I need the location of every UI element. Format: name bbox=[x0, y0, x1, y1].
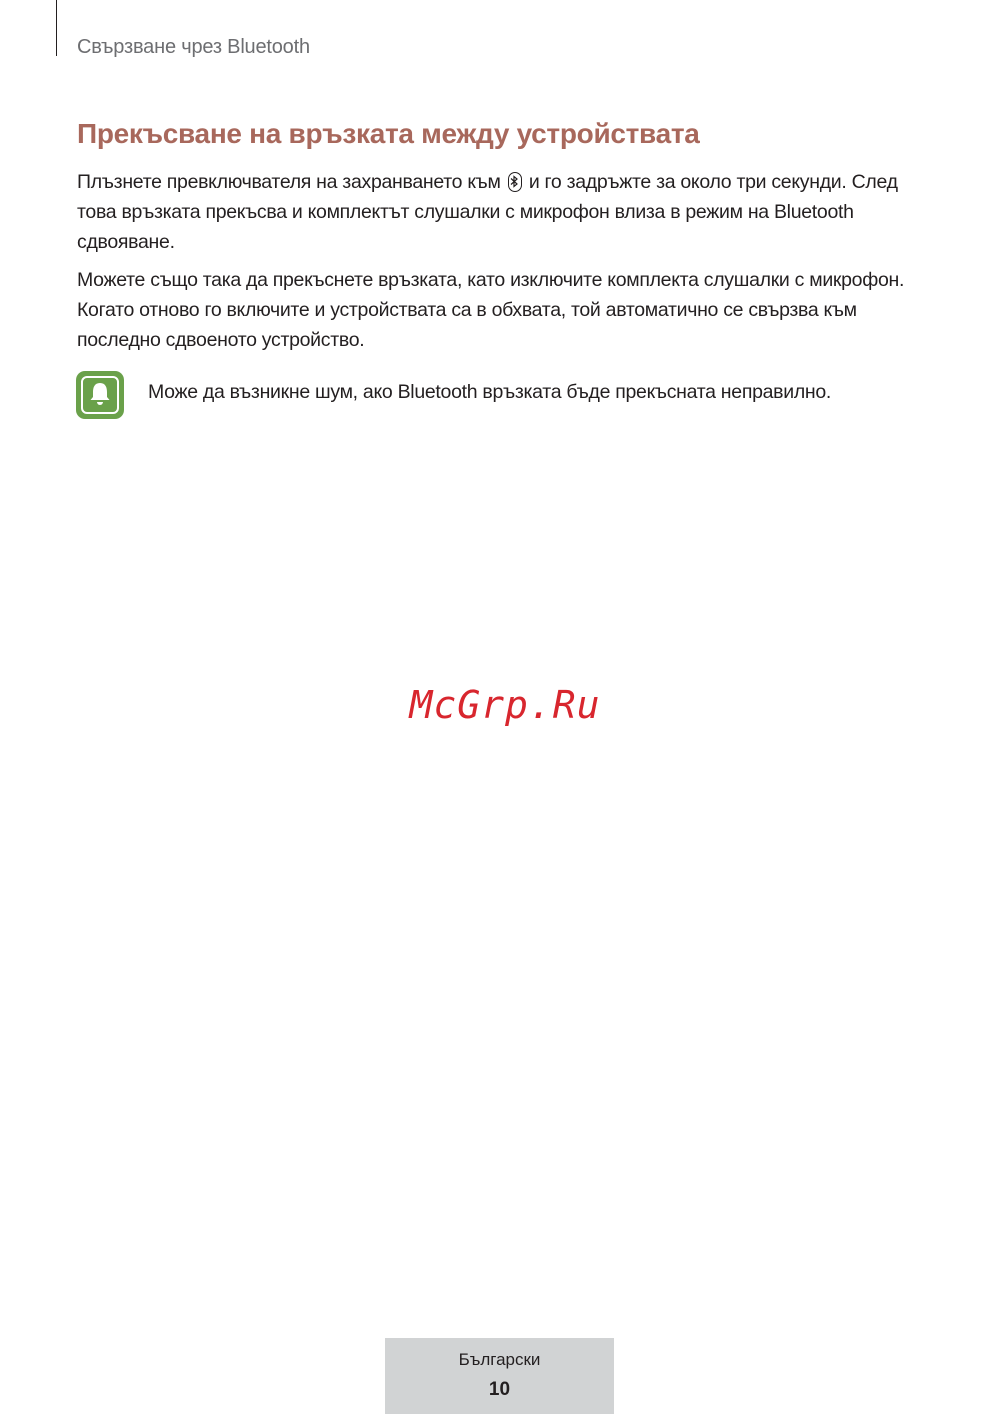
footer bbox=[385, 1338, 614, 1414]
watermark: McGrp.Ru bbox=[409, 683, 601, 727]
footer-language: Български bbox=[458, 1350, 541, 1369]
page-margin-rule bbox=[56, 0, 57, 56]
bluetooth-icon bbox=[508, 172, 522, 192]
bell-icon bbox=[76, 371, 124, 419]
paragraph-1-end: и го задръжте за около три секунди. След това връзката прекъсва и комплектът слушалки с микрофон влиза в режим на Bluetooth сдвояване. bbox=[77, 171, 898, 253]
paragraph-2: Можете също така да прекъснете връзката, като изключите комплекта слушалки с микрофон. Когато отново го включите и устройствата са в обхвата, той автоматично се свързва към последно сдвоеното устройство. bbox=[77, 269, 905, 351]
section-title: Прекъсване на връзката между устройствата bbox=[77, 118, 700, 149]
paragraph-1-start: Плъзнете превключвателя на захранването към bbox=[77, 171, 501, 193]
running-header: Свързване чрез Bluetooth bbox=[77, 36, 310, 58]
note-text: Може да възникне шум, ако Bluetooth връзката бъде прекъсната неправилно. bbox=[148, 381, 832, 403]
paragraph-1 bbox=[77, 167, 917, 257]
page-number: 10 bbox=[488, 1379, 511, 1400]
